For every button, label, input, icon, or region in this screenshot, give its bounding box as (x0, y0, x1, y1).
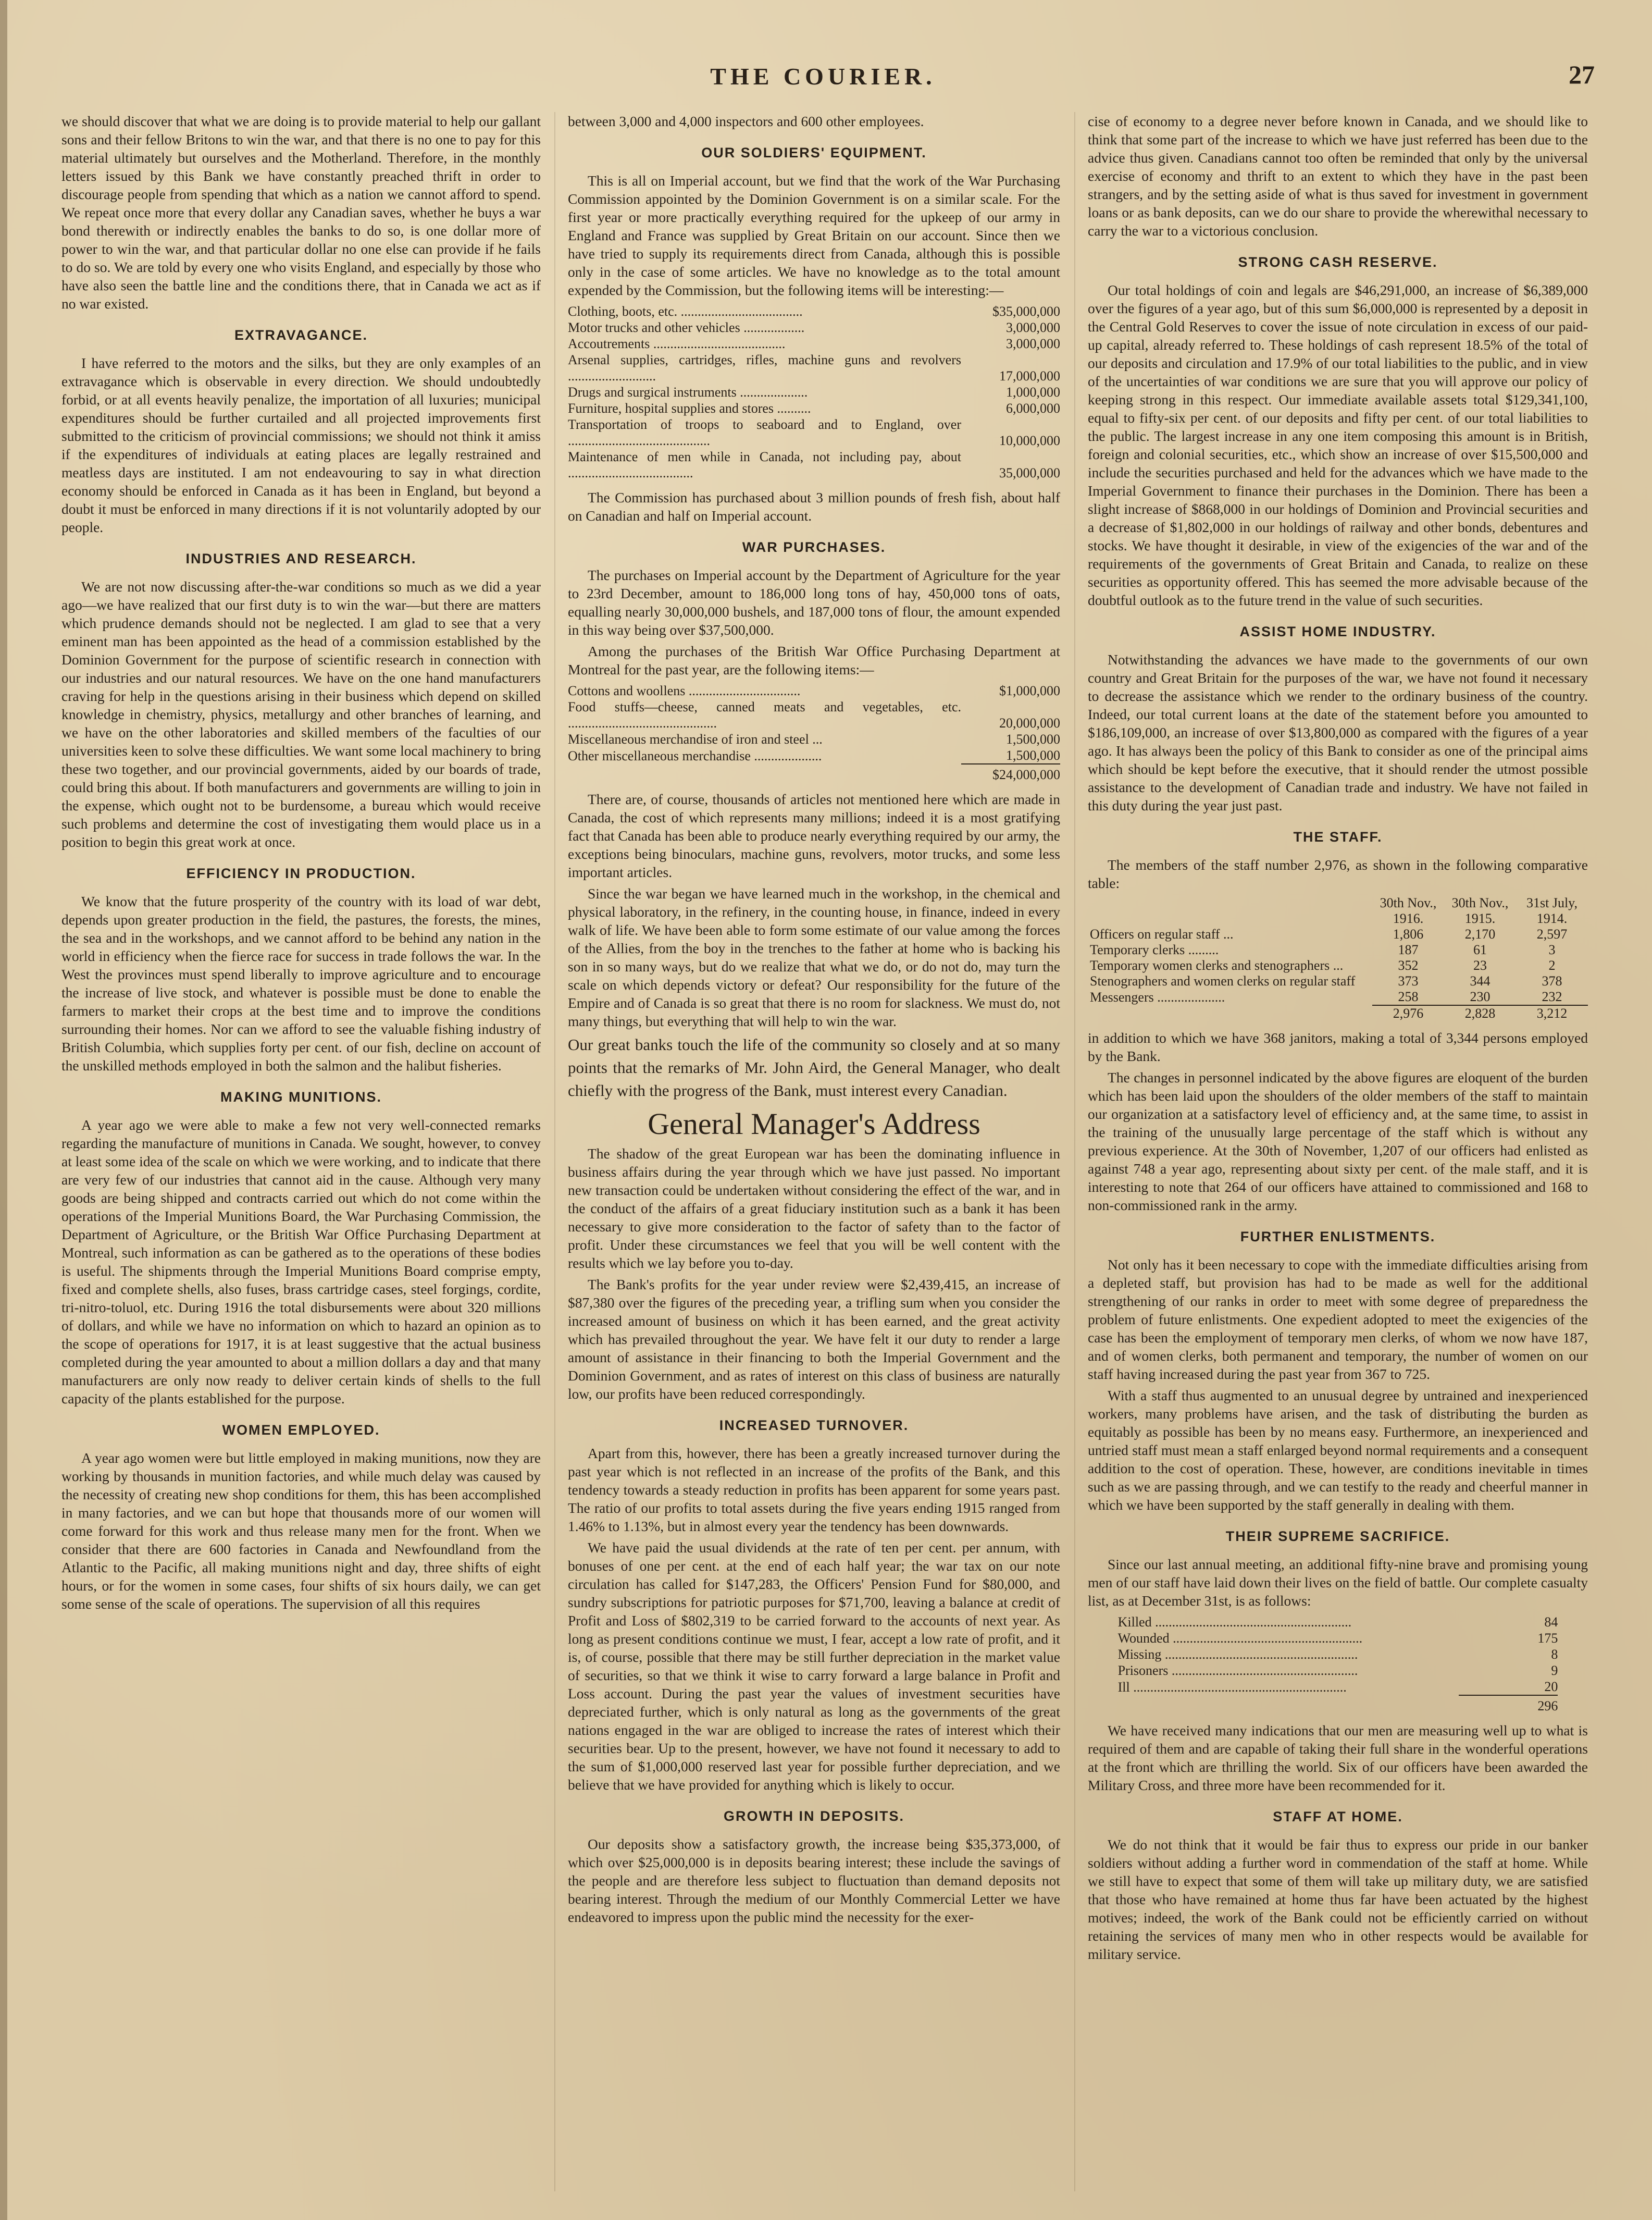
row-label: Clothing, boots, etc. .................................... (568, 304, 803, 319)
staff-column-header: 30th Nov., 1916. (1380, 895, 1437, 926)
table-row (568, 683, 1060, 699)
staff-count: 2,170 (1464, 927, 1496, 942)
paragraph: between 3,000 and 4,000 inspectors and 600 other employees. (568, 113, 924, 129)
section-heading: INCREASED TURNOVER. (719, 1417, 909, 1433)
table-row (1118, 1646, 1558, 1662)
staff-count: 344 (1470, 973, 1490, 989)
staff-count: 3 (1548, 942, 1556, 957)
row-amount: 20 (1544, 1679, 1558, 1694)
row-label: Temporary women clerks and stenographers ... (1090, 958, 1344, 973)
paragraph: we should discover that what we are doing is to provide material to help our gallant sons and their fellow Britons to win the war, and that there is no one to pay for this material ultimately but ourselves and the Motherland. Therefore, in the monthly letters issued by this Bank we have constantly preached thrift in order to discourage people from spending that which as a nation we cannot afford to spend. We repeat once more that every dollar any Canadian saves, whether he buys a war bond therewith or indirectly enables the banks to do so, is one dollar more of power to win the war, and that particular dollar no one else can provide if he fails to do so. We are told by every one who visits England, and especially by those who have also seen the battle line and the conditions there, that in Canada we act as if no war existed. (61, 113, 541, 312)
paragraph: Among the purchases of the British War Office Purchasing Department at Montreal for the past year, are the following items:— (568, 643, 1060, 677)
page-header (0, 60, 1652, 104)
staff-count: 23 (1473, 958, 1487, 973)
row-amount: 1,500,000 (1006, 748, 1060, 763)
staff-count: 187 (1398, 942, 1419, 957)
table-row (1088, 942, 1588, 958)
column-1 (61, 112, 541, 2191)
paragraph: Our deposits show a satisfactory growth, the increase being $35,373,000, of which over $25,000,000 is in deposits bearing interest; these include the savings of the people and are therefore less subject to fluctuation than demand deposits not bearing interest. Through the medium of our Monthly Commercial Letter we have endeavored to impress upon the public mind the necessity for the exer- (568, 1836, 1060, 1925)
section-heading: STRONG CASH RESERVE. (1238, 254, 1438, 270)
row-label: Messengers .................... (1090, 990, 1225, 1005)
paragraph: We have received many indications that our men are measuring well up to what is required of them and are capable of taking their full share in the wonderful operations at the front which are thrilling the world. Six of our officers have been awarded the Military Cross, and three more have been recommended for it. (1088, 1722, 1588, 1793)
paragraph: The members of the staff number 2,976, as shown in the following comparative table: (1088, 857, 1588, 891)
paragraph: A year ago we were able to make a few not very well-connected remarks regarding the manufacture of munitions in Canada. We sought, however, to convey at least some idea of the scale on which we were working, and to indicate that there are very few of our industries that cannot aid in the cause. Although very many goods are being shipped and contracts carried out which do not come within the operations of the Imperial Munitions Board, the War Purchasing Commission, the Department of Agriculture, or the British War Office Purchasing Department at Montreal, such information as can be gathered as to the operations of these bodies is useful. The shipments through the Imperial Munitions Board comprise empty, fixed and complete shells, also fuses, brass cartridge cases, steel forgings, cordite, tri-nitro-toluol, etc. During 1916 the total disbursements were about 320 millions of dollars, and while we have no information on which to hazard an opinion as to the scope of operations for 1917, it is at least suggestive that the actual business completed during the year amounted to about a million dollars a day and that many manufacturers are only now ready to deliver certain kinds of shells to the full capacity of the plants established for the purpose. (61, 1117, 541, 1407)
table-row (568, 747, 1060, 764)
paragraph: Since our last annual meeting, an additional fifty-nine brave and promising young men of our staff have laid down their lives on the field of battle. Our complete casualty list, as at December 31st, is as follows: (1088, 1556, 1588, 1609)
table-row (568, 416, 1060, 449)
section-heading: ASSIST HOME INDUSTRY. (1239, 624, 1436, 639)
row-amount: 1,000,000 (1006, 385, 1060, 400)
total-row (1118, 1695, 1558, 1714)
paragraph: Apart from this, however, there has been a greatly increased turnover during the past year which is not reflected in an increase of the profits of the Bank, and this tendency towards a steady reduction in profits has been apparent for some years past. The ratio of our profits to total assets during the five years ending 1915 ranged from 1.46% to 1.13%, but in almost every year the tendency has been downwards. (568, 1445, 1060, 1534)
row-amount: 3,000,000 (1006, 320, 1060, 335)
staff-total: 2,828 (1444, 1005, 1516, 1021)
table-row (568, 699, 1060, 731)
row-label: Arsenal supplies, cartridges, rifles, machine guns and revolvers .......................... (568, 352, 961, 384)
table-row (1118, 1679, 1558, 1695)
article-headline: General Manager's Address (648, 1107, 980, 1141)
intro-paragraph: Our great banks touch the life of the community so closely and at so many points that the remarks of Mr. John Aird, the General Manager, who dealt chiefly with the progress of the Bank, must interest every Canadian. (568, 1035, 1060, 1100)
total-label-spacer (1118, 1695, 1459, 1714)
staff-count: 61 (1473, 942, 1487, 957)
row-amount: 1,500,000 (1006, 732, 1060, 747)
row-amount: 35,000,000 (999, 465, 1060, 480)
total-label-spacer (1088, 1005, 1372, 1021)
total-row (1088, 1005, 1588, 1021)
section-heading: WAR PURCHASES. (742, 539, 886, 555)
staff-count: 230 (1470, 989, 1490, 1004)
row-label: Cottons and woollens ................................. (568, 683, 801, 698)
section-heading: MAKING MUNITIONS. (220, 1089, 382, 1105)
row-label: Ill ............................................................... (1117, 1680, 1347, 1695)
table-row (568, 384, 1060, 400)
section-heading: EFFICIENCY IN PRODUCTION. (186, 866, 416, 881)
row-label: Wounded ........................................................ (1117, 1631, 1363, 1646)
table-row (1088, 927, 1588, 942)
staff-count: 232 (1542, 989, 1562, 1004)
table-row (568, 449, 1060, 481)
row-amount: 84 (1544, 1614, 1558, 1630)
paragraph: The changes in personnel indicated by the above figures are eloquent of the burden which has been laid upon the shoulders of the older members of the staff to maintain our organization at a satisfactory level of efficiency and, at the same time, to assist in the training of the unusually large percentage of the staff which is without any previous experience. At the 30th of November, 1,207 of our officers had enlisted as against 748 a year ago, representing about sixty per cent. of the male staff, and it is interesting to note that 264 of our officers have attained to commissioned and 168 to non-commissioned rank in the army. (1088, 1069, 1588, 1213)
total-row (568, 764, 1060, 783)
section-heading: INDUSTRIES AND RESEARCH. (185, 551, 417, 566)
row-amount: 8 (1551, 1647, 1558, 1662)
row-amount: 9 (1551, 1663, 1558, 1678)
table-row (568, 303, 1060, 319)
staff-count: 2 (1548, 958, 1556, 973)
column-divider (1074, 112, 1075, 2191)
table-row (1118, 1614, 1558, 1630)
row-amount: 17,000,000 (999, 368, 1060, 384)
row-amount: 20,000,000 (999, 716, 1060, 731)
paragraph: cise of economy to a degree never before known in Canada, and we should like to think that some part of the increase to which we have just referred has been due to the advice thus given. Canadians cannot too often be reminded that only by the universal exercise of economy and thrift to an extent to which they have in the past been strangers, and by the setting aside of what is thus saved for investment in government loans or as bank deposits, can we do our share to provide the wherewithal necessary to carry the war to a victorious conclusion. (1088, 113, 1588, 239)
table-row (568, 336, 1060, 352)
row-label: Food stuffs—cheese, canned meats and vegetables, etc. ............................................ (568, 699, 961, 731)
paragraph: We are not now discussing after-the-war conditions so much as we did a year ago—we have realized that our first duty is to win the war—but there are matters which prudence demands should not be neglected. I am glad to see that a very eminent man has been appointed as the head of a commission established by the Dominion Government for the purpose of scientific research in connection with our industries and our natural resources. We have on the one hand manufacturers craving for help in the questions arising in their business which depend on skilled knowledge in chemistry, physics, metallurgy and other branches of learning, and we have on the other laboratories and skilled members of the faculties of our universities keen to solve these difficulties. We want some local machinery to bring these two together, and our provincial governments, aided by our boards of trade, could bring this about. If both manufacturers and governments are willing to join in the expense, which ought not to be burdensome, a bureau which would receive such problems and determine the cost of investigating them would place us in a position to begin this great work at once. (61, 578, 541, 850)
page-edge-shadow (0, 0, 7, 2220)
row-amount: 6,000,000 (1006, 401, 1060, 416)
staff-count: 258 (1398, 989, 1419, 1004)
paragraph: There are, of course, thousands of articles not mentioned here which are made in Canada, the cost of which represents many millions; indeed it is a most gratifying fact that Canada has been able to produce nearly everything required by our army, the exceptions being binoculars, machine guns, revolvers, motor trucks, and some less important articles. (568, 791, 1060, 880)
staff-column-header: 31st July, 1914. (1526, 895, 1578, 926)
paragraph: A year ago women were but little employed in making munitions, now they are working by thousands in munition factories, and while much delay was caused by the necessity of creating new shop conditions for them, this has been accomplished in many factories, and we can but hope that thousands more of our women will come forward for this work and thus release many men for the front. When we consider that there are 600 factories in Canada and Newfoundland from the Atlantic to the Pacific, all making munitions night and day, three shifts of eight hours, or for the women in some cases, four shifts of six hours daily, we can get some sense of the scale of operations. The supervision of all this requires (61, 1450, 541, 1612)
staff-total: 3,212 (1516, 1005, 1588, 1021)
paragraph: in addition to which we have 368 janitors, making a total of 3,344 persons employed by the Bank. (1088, 1030, 1588, 1064)
section-heading: THEIR SUPREME SACRIFICE. (1225, 1528, 1450, 1544)
staff-total: 2,976 (1372, 1005, 1444, 1021)
total-label-spacer (568, 764, 961, 783)
row-label: Drugs and surgical instruments .................... (568, 385, 808, 400)
row-label: Miscellaneous merchandise of iron and steel ... (568, 732, 823, 747)
row-amount: 175 (1537, 1631, 1558, 1646)
table-row (1088, 973, 1588, 989)
total-amount: 296 (1459, 1695, 1558, 1714)
section-heading: OUR SOLDIERS' EQUIPMENT. (701, 145, 927, 161)
war-purchases-table (568, 683, 1060, 783)
paragraph: The purchases on Imperial account by the Department of Agriculture for the year to 23rd December, amount to 186,000 long tons of hay, 450,000 tons of oats, equalling nearly 30,000,000 bushels, and 187,000 tons of flour, the amount expended in this way being over $37,500,000. (568, 567, 1060, 638)
table-row (1118, 1662, 1558, 1679)
section-heading: FURTHER ENLISTMENTS. (1240, 1229, 1436, 1244)
row-label: Transportation of troops to seaboard and to England, over .......................................... (568, 417, 961, 448)
row-label: Officers on regular staff ... (1090, 927, 1234, 942)
row-label: Motor trucks and other vehicles .................. (568, 320, 805, 335)
column-divider (554, 112, 555, 2191)
section-heading: WOMEN EMPLOYED. (222, 1422, 380, 1438)
table-row (1088, 958, 1588, 973)
paragraph: The shadow of the great European war has been the dominating influence in business affairs during the year through which we have just passed. No important new transaction could be undertaken without considering the effect of the war, and in the conduct of the affairs of a great fiduciary institution such as a bank it has been necessary to give more consideration to the factor of safety than to the factor of profit. Under these circumstances we feel that you will be well content with the results which we lay before you to-day. (568, 1145, 1060, 1271)
section-heading: STAFF AT HOME. (1273, 1809, 1403, 1824)
paragraph: With a staff thus augmented to an unusual degree by untrained and inexperienced workers, many problems have arisen, and the task of distributing the burden as equitably as possible has been by no means easy. Furthermore, an inexperienced and untried staff must mean a staff enlarged beyond normal requirements and a consequent addition to the cost of operation. These, however, are conditions inevitable in times such as we are passing through, and we can testify to the ready and cheerful manner in which we have been supported by the staff generally in dealing with them. (1088, 1387, 1588, 1513)
row-label: Missing ......................................................... (1117, 1647, 1358, 1662)
row-amount: $1,000,000 (999, 683, 1060, 698)
staff-count: 378 (1542, 973, 1562, 989)
paragraph: Since the war began we have learned much in the workshop, in the chemical and physical laboratory, in the refinery, in the counting house, in finance, indeed in every walk of life. We have been able to form some estimate of our value among the forces of the Allies, from the boy in the trenches to the father at home who is backing his son in so many ways, but do we realize that what we do, or do not do, may turn the scale on which depends victory or defeat? Our responsibility for the future of the Empire and of Canada is so great that there is no room for slackness. We must do, not many things, but everything that will help to win the war. (568, 885, 1060, 1029)
row-label: Accoutrements ....................................... (568, 336, 786, 351)
paragraph: The Commission has purchased about 3 million pounds of fresh fish, about half on Canadian and half on Imperial account. (568, 489, 1060, 524)
paragraph: Not only has it been necessary to cope with the immediate difficulties arising from a depleted staff, but provision has had to be made as well for the additional strengthening of our ranks in order to meet with some degree of preparedness the problem of future enlistments. One expedient adopted to meet the exigencies of the case has been the employment of temporary men clerks, of whom we now have 187, and of women clerks, both permanent and temporary, the number of women on our staff having increased during the past year from 367 to 725. (1088, 1256, 1588, 1382)
section-heading: THE STAFF. (1293, 829, 1383, 845)
paragraph: I have referred to the motors and the silks, but they are only examples of an extravagance which is observable in every direction. We should undoubtedly forbid, or at all events heavily penalize, the importation of all luxuries; municipal expenditures should be further curtailed and all projected improvements first submitted to the criticism of provincial commissions; we should not think it amiss if the expenditures of individuals at eating places are legally restrained and meatless days are instituted. I am not endeavouring to say in what direction economy should be enforced in Canada as it has been in England, but beyond a doubt it must be enforced in many directions if it is not voluntarily adopted by our people. (61, 355, 541, 535)
table-row (1088, 989, 1588, 1005)
page-number: 27 (1569, 60, 1595, 89)
staff-count: 373 (1398, 973, 1419, 989)
paragraph: We do not think that it would be fair thus to express our pride in our banker soldiers without adding a further word in commendation of the staff at home. While we still have to expect that some of them will take up military duty, we are satisfied that those who have remained at home thus far have been actuated by the highest motives; indeed, the work of the Bank could not be efficiently carried on without retaining the services of many men who in other respects would be available for military service. (1088, 1836, 1588, 1962)
row-label: Killed .......................................................... (1117, 1614, 1352, 1630)
paragraph: We have paid the usual dividends at the rate of ten per cent. per annum, with bonuses of one per cent. at the end of each half year; the war tax on our note circulation has called for $147,283, the Officers' Pension Fund for $80,000, and sundry subscriptions for patriotic purposes for $71,700, leaving a balance at credit of Profit and Loss of $802,319 to be carried forward to the accounts of next year. As long as present conditions continue we must, I fear, accept a low rate of profit, and it is, of course, possible that there may be still further depreciation in the market value of securities, so that we think it wise to carry forward a large balance in Profit and Loss account. During the past year the values of investment securities have depreciated further, which is only natural as long as the governments of the great nations engaged in the war are obliged to increase the rates of interest which their securities bear. Up to the present, however, we have not found it necessary to add to the sum of $1,000,000 reserved last year for possible further depreciation, and we believe that we have provided for anything which is likely to occur. (568, 1539, 1060, 1793)
paragraph: Our total holdings of coin and legals are $46,291,000, an increase of $6,389,000 over the figures of a year ago, but of this sum $6,000,000 is represented by a deposit in the Central Gold Reserves to cover the issue of note circulation in excess of our paid-up capital, already referred to. These holdings of cash represent 18.5% of the total of our deposits and circulation and 17.9% of our total liabilities to the public, and in view of the uncertainties of war conditions we are sure that you will approve our policy of keeping strong in this respect. Our immediate available assets total $129,341,100, equal to fifty-six per cent. of our deposits and fifty per cent. of our total liabilities to the public. The largest increase in any one item composing this amount is in British, foreign and colonial securities, etc., which show an increase of over $15,500,000 and include the securities purchased and held for the advances which we have made to the Imperial Government to finance their purchases in the Dominion. There has been a slight increase of $868,000 in our holdings of Dominion and Provincial securities and a decrease of $1,802,000 in our holdings of railway and other bonds, debentures and stocks. We have thought it desirable, in view of the exigencies of the war and of the requirements of the governments of Great Britain and Canada, to realize on these securities as opportunity offered. This has seemed the more advisable because of the doubtful outlook as to the future trend in the value of such securities. (1088, 282, 1588, 608)
staff-count: 352 (1398, 958, 1419, 973)
staff-count: 1,806 (1393, 927, 1424, 942)
paragraph: This is all on Imperial account, but we find that the work of the War Purchasing Commission appointed by the Dominion Government is on a similar scale. For the first year or more practically everything required for the upkeep of our army in England and France was supplied by Great Britain on our account. Since then we have tried to supply its requirements direct from Canada, although this is possible only in the case of some articles. We have no knowledge as to the total amount expended by the Commission, but the following items will be interesting:— (568, 172, 1060, 298)
staff-count: 2,597 (1536, 927, 1568, 942)
publication-title: THE COURIER. (710, 63, 936, 90)
column-3 (1088, 112, 1588, 2191)
table-row (1118, 1630, 1558, 1646)
row-label: Other miscellaneous merchandise .................... (568, 748, 822, 763)
section-heading: GROWTH IN DEPOSITS. (723, 1808, 904, 1824)
row-label: Stenographers and women clerks on regular staff (1090, 973, 1356, 989)
staff-column-header: 30th Nov., 1915. (1451, 895, 1509, 926)
column-2 (568, 112, 1060, 2191)
staff-comparative-table (1088, 895, 1588, 1021)
casualty-table (1118, 1614, 1558, 1714)
total-amount: $24,000,000 (961, 764, 1060, 783)
row-label: Prisoners ....................................................... (1117, 1663, 1358, 1678)
row-amount: 3,000,000 (1006, 336, 1060, 351)
paragraph: Notwithstanding the advances we have made to the governments of our own country and Great Britain for the purposes of the war, we have not found it necessary to decrease the assistance which we render to the ordinary business of the country. Indeed, our total current loans at the date of the statement before you amounted to $186,109,000, an increase of over $13,800,000 as compared with the figures of a year ago. It has always been the policy of this Bank to consider as one of the principal aims which should be kept before the executive, that it should render the utmost possible assistance to the development of Canadian trade and industry. We have not failed in this duty during the year just past. (1088, 651, 1588, 813)
row-amount: 10,000,000 (999, 433, 1060, 448)
table-row (568, 352, 1060, 384)
row-label: Maintenance of men while in Canada, not including pay, about ..................................... (568, 449, 961, 480)
equipment-expenditure-table (568, 303, 1060, 481)
row-label: Furniture, hospital supplies and stores .......... (568, 401, 811, 416)
row-amount: $35,000,000 (992, 304, 1060, 319)
paragraph: The Bank's profits for the year under review were $2,439,415, an increase of $87,380 over the figures of the preceding year, a trifling sum when you consider the increased amount of business on which it has been earned, and the great activity which has prevailed throughout the year. We have felt it our duty to render a large amount of assistance in their financing to both the Imperial Government and the Dominion Government, and as rates of interest on this class of business are naturally low, our profits have been reduced correspondingly. (568, 1276, 1060, 1402)
table-row (568, 319, 1060, 336)
table-row (568, 731, 1060, 747)
table-row (568, 400, 1060, 416)
row-label: Temporary clerks ......... (1090, 942, 1219, 957)
section-heading: EXTRAVAGANCE. (234, 327, 368, 343)
paragraph: We know that the future prosperity of the country with its load of war debt, depends upon greater production in the field, the pastures, the forests, the mines, the sea and in the workshops, and we cannot afford to be behind any nation in the world in efficiency when the fierce race for success in trade follows the war. In the West the provinces must spend liberally to improve agriculture and to encourage the increase of live stock, and whatever is possible must be done to enable the farmers to market their crops at the best time and to improve the conditions surrounding their homes. Nor can we afford to see the valuable fishing industry of British Columbia, which supplies forty per cent. of our fish, decline on account of the unskilled methods employed in both the salmon and the halibut fisheries. (61, 893, 541, 1074)
